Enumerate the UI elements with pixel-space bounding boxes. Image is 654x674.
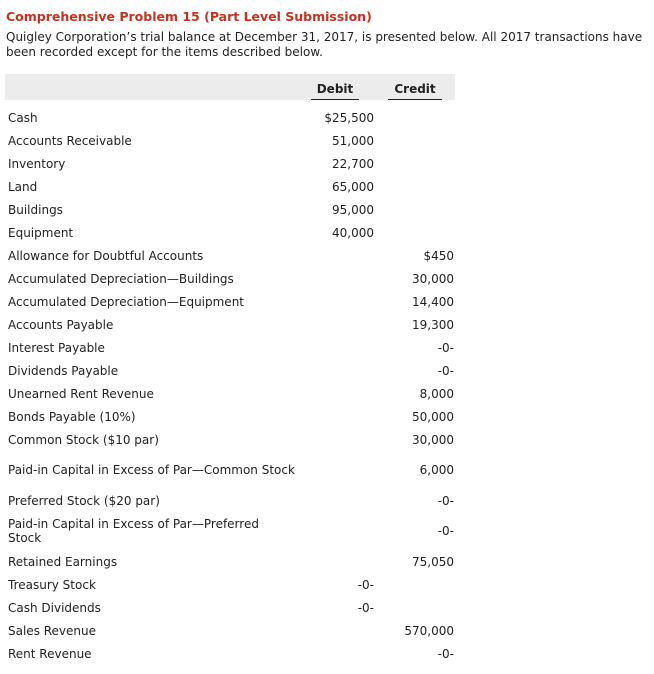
debit-amount <box>295 489 375 512</box>
credit-amount <box>375 129 455 152</box>
problem-intro: Quigley Corporation’s trial balance at December 31, 2017, is presented below. All 2017 transactions have been recorded except for the items described below. <box>6 30 643 59</box>
debit-amount: 40,000 <box>332 225 374 240</box>
account-name: Accounts Receivable <box>8 133 132 148</box>
debit-amount: -0- <box>357 577 374 592</box>
debit-amount <box>295 428 375 451</box>
debit-amount <box>295 336 375 359</box>
account-name: Accumulated Depreciation—Buildings <box>8 271 234 286</box>
account-name: Cash Dividends <box>8 600 101 615</box>
credit-amount: -0- <box>437 493 454 508</box>
account-name: Bonds Payable (10%) <box>8 409 136 424</box>
debit-amount: -0- <box>357 600 374 615</box>
account-name: Treasury Stock <box>8 577 96 592</box>
table-row <box>5 405 455 428</box>
credit-amount: 75,050 <box>412 554 454 569</box>
table-row <box>5 175 455 198</box>
debit-amount: 22,700 <box>332 156 374 171</box>
credit-amount <box>375 175 455 198</box>
table-row <box>5 336 455 359</box>
credit-amount: 30,000 <box>412 271 454 286</box>
credit-amount: 30,000 <box>412 432 454 447</box>
table-row <box>5 290 455 313</box>
debit-amount <box>295 512 375 550</box>
credit-amount: -0- <box>437 340 454 355</box>
account-name: Rent Revenue <box>8 646 92 661</box>
problem-title: Comprehensive Problem 15 (Part Level Submission) <box>6 9 372 24</box>
header-credit: Credit <box>375 74 455 100</box>
account-name: Retained Earnings <box>8 554 118 569</box>
credit-amount: 6,000 <box>419 463 454 477</box>
table-row <box>5 129 455 152</box>
account-name: Sales Revenue <box>8 623 97 638</box>
table-row <box>5 550 455 573</box>
trial-balance-body <box>5 100 455 665</box>
account-name: Inventory <box>8 156 66 171</box>
table-row <box>5 451 455 489</box>
debit-amount <box>295 619 375 642</box>
table-header-row <box>5 74 455 100</box>
table-row <box>5 596 455 619</box>
account-name: Paid-in Capital in Excess of Par—Common Stock <box>8 463 295 477</box>
debit-amount <box>295 451 375 489</box>
debit-amount <box>295 244 375 267</box>
table-row <box>5 619 455 642</box>
credit-amount: $450 <box>423 248 454 263</box>
table-row <box>5 198 455 221</box>
account-name: Land <box>8 179 38 194</box>
credit-amount: 19,300 <box>412 317 454 332</box>
debit-amount <box>295 267 375 290</box>
table-row <box>5 267 455 290</box>
account-name: Equipment <box>8 225 74 240</box>
credit-amount: -0- <box>437 646 454 661</box>
account-name: Accounts Payable <box>8 317 114 332</box>
table-row <box>5 244 455 267</box>
debit-amount <box>295 313 375 336</box>
account-name: Buildings <box>8 202 63 217</box>
account-name: Interest Payable <box>8 340 105 355</box>
table-row <box>5 359 455 382</box>
table-row <box>5 489 455 512</box>
table-row <box>5 573 455 596</box>
credit-amount: 8,000 <box>419 386 454 401</box>
header-account <box>5 74 295 100</box>
credit-amount <box>375 106 455 129</box>
debit-amount <box>295 550 375 573</box>
debit-amount: $25,500 <box>324 110 374 125</box>
debit-amount <box>295 405 375 428</box>
debit-amount: 65,000 <box>332 179 374 194</box>
account-name: Preferred Stock ($20 par) <box>8 493 160 508</box>
debit-amount <box>295 359 375 382</box>
trial-balance-table <box>5 74 455 665</box>
debit-amount: 51,000 <box>332 133 374 148</box>
account-name: Common Stock ($10 par) <box>8 432 159 447</box>
table-row <box>5 382 455 405</box>
account-name: Accumulated Depreciation—Equipment <box>8 294 245 309</box>
credit-amount: -0- <box>437 524 454 538</box>
debit-amount <box>295 290 375 313</box>
credit-amount: -0- <box>437 363 454 378</box>
account-name: Paid-in Capital in Excess of Par—Preferred Stock <box>8 517 259 545</box>
account-name: Cash <box>8 110 38 125</box>
credit-amount <box>375 198 455 221</box>
table-row <box>5 428 455 451</box>
credit-amount <box>375 221 455 244</box>
table-row <box>5 512 455 550</box>
table-row <box>5 642 455 665</box>
debit-amount: 95,000 <box>332 202 374 217</box>
table-row <box>5 106 455 129</box>
table-row <box>5 313 455 336</box>
debit-amount <box>295 382 375 405</box>
credit-amount: 50,000 <box>412 409 454 424</box>
credit-amount <box>375 152 455 175</box>
table-row <box>5 152 455 175</box>
credit-amount <box>375 573 455 596</box>
table-row <box>5 221 455 244</box>
credit-amount: 14,400 <box>412 294 454 309</box>
credit-amount <box>375 596 455 619</box>
header-debit: Debit <box>295 74 375 100</box>
account-name: Unearned Rent Revenue <box>8 386 154 401</box>
debit-amount <box>295 642 375 665</box>
account-name: Dividends Payable <box>8 363 119 378</box>
account-name: Allowance for Doubtful Accounts <box>8 248 204 263</box>
credit-amount: 570,000 <box>404 623 454 638</box>
